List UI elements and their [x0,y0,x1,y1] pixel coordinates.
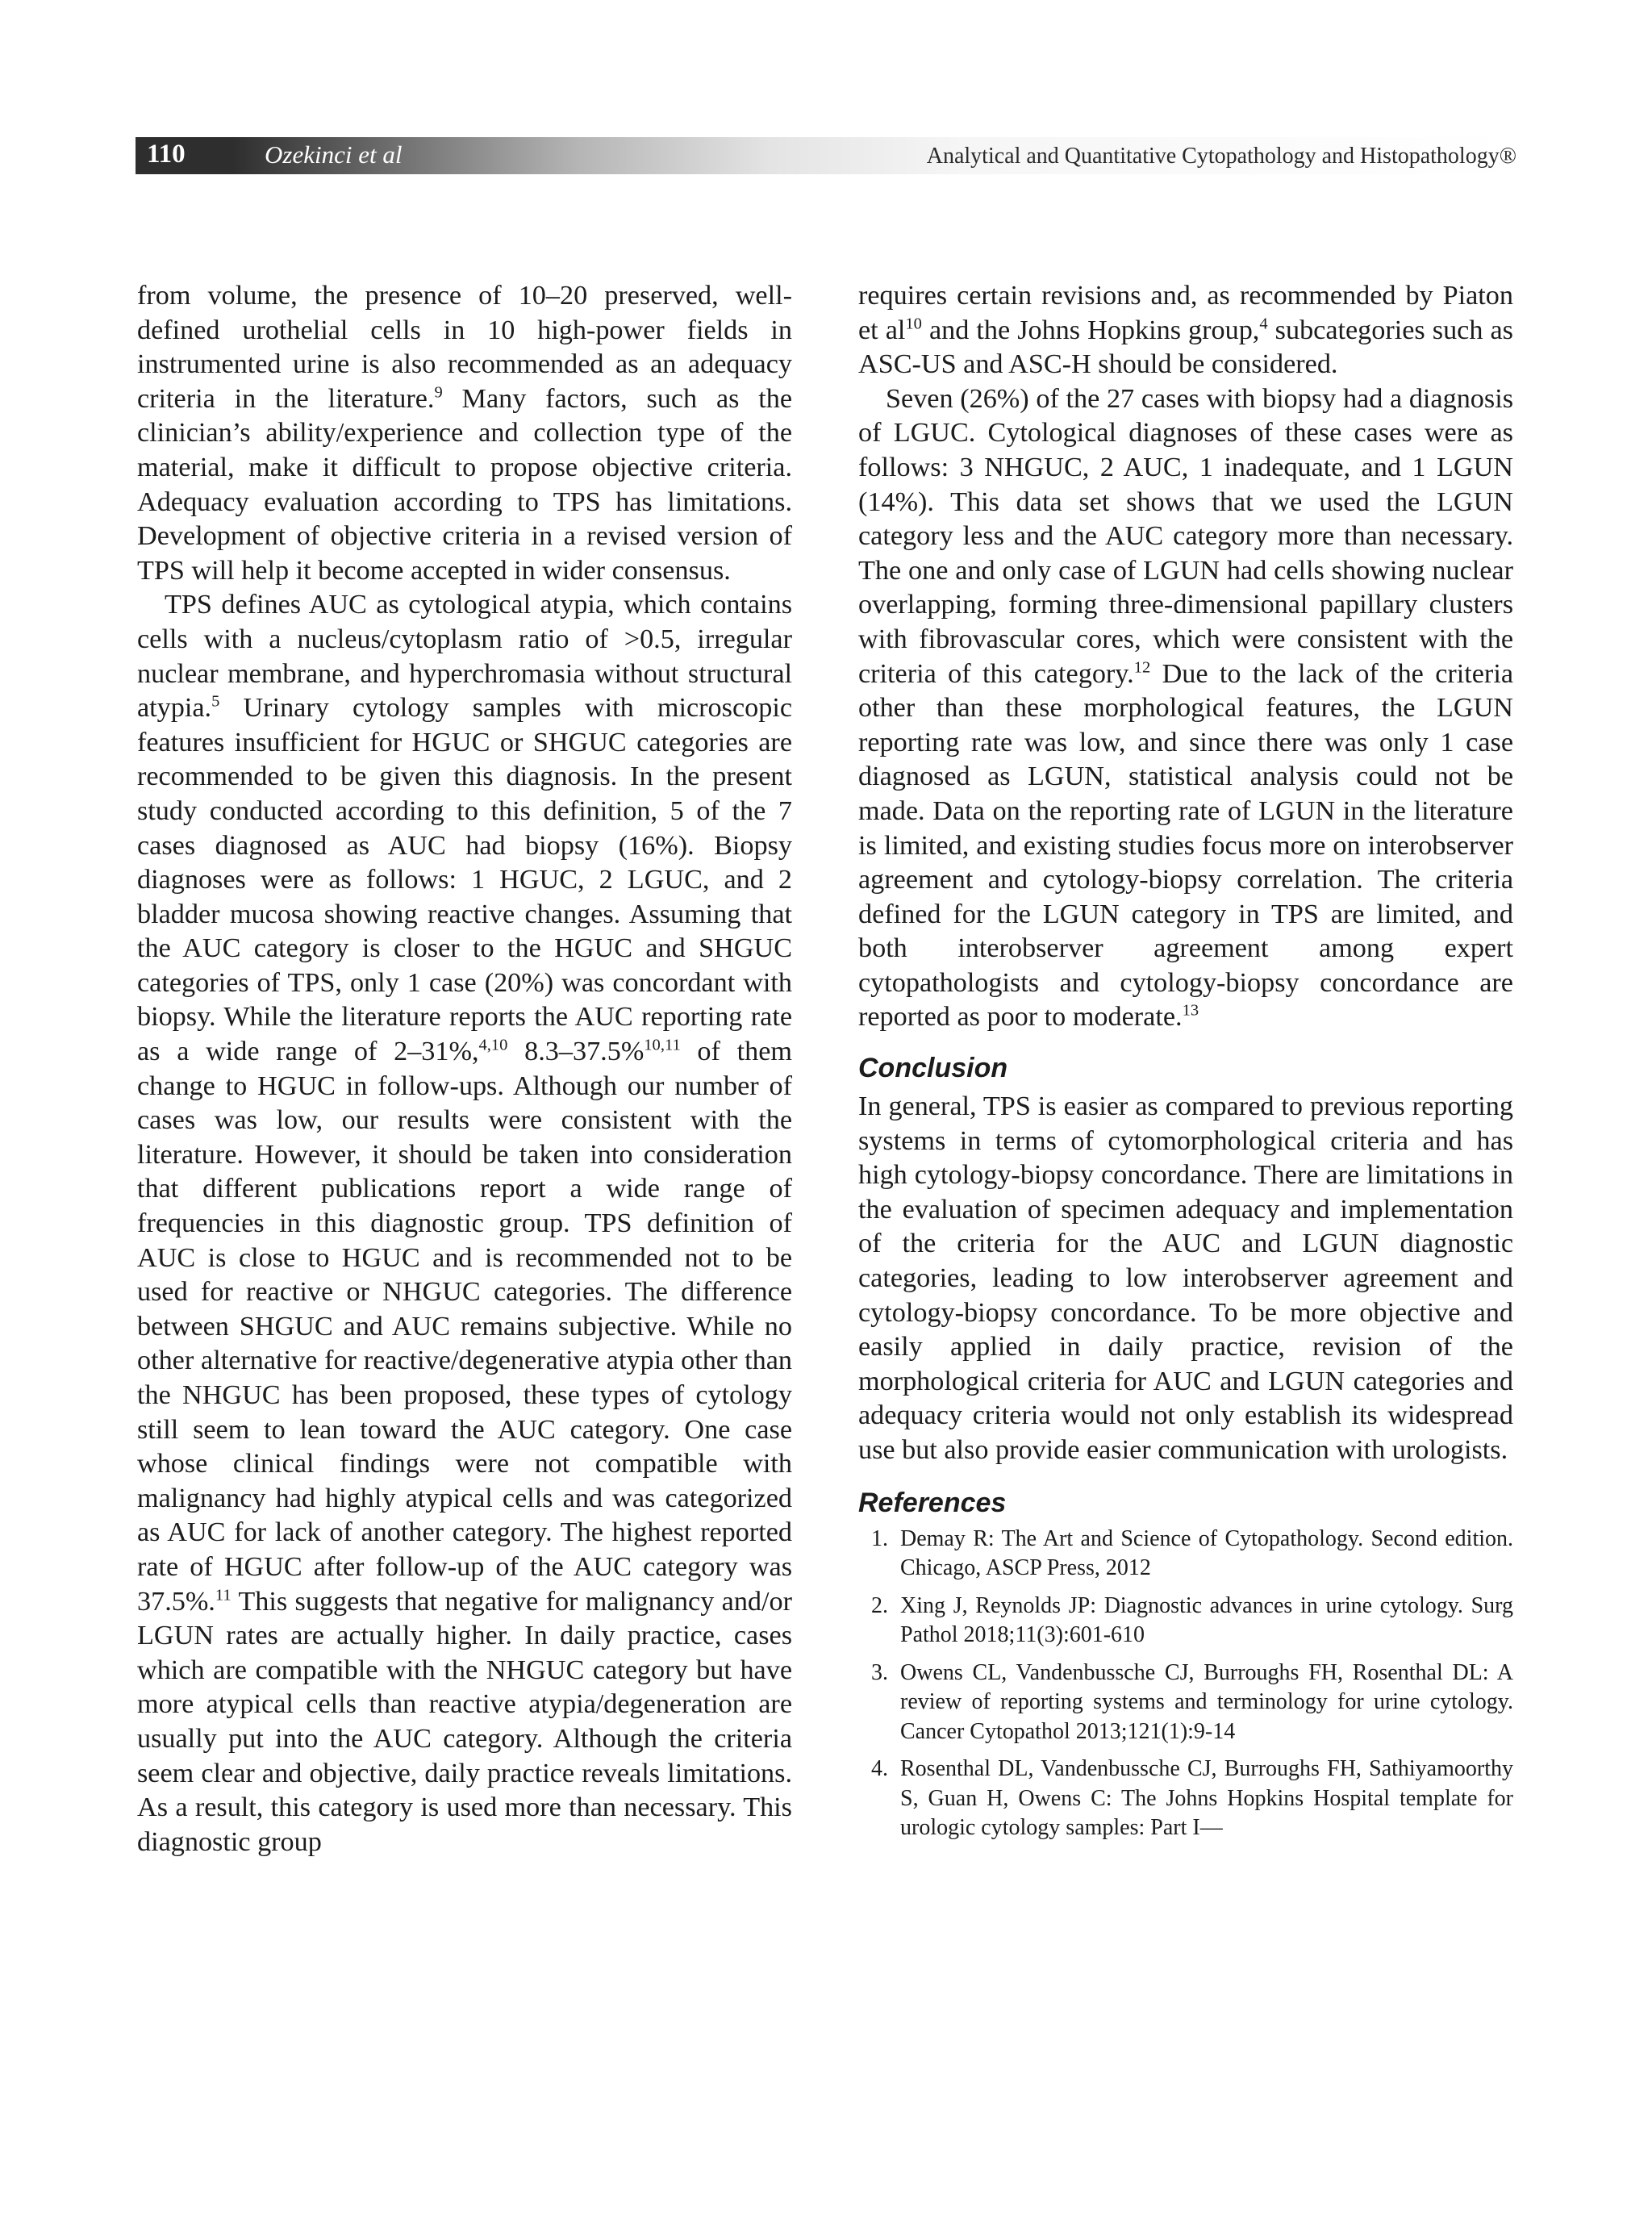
conclusion-heading: Conclusion [858,1053,1008,1084]
paragraph-auc: TPS defines AUC as cytological atypia, which contains cells with a nucleus/cytoplasm ratio of >0.5, irregular nuclear membrane, and hyperchromasia without structural atypia.$^5$ Urinary cytology samples with microscopic features insufficient for HGUC or SHGUC categories are recommended to be given this diagnosis. In the present study conducted according to this definition, 5 of the 7 cases diagnosed as AUC had biopsy (16%). Biopsy diagnoses were as follows: 1 HGUC, 2 LGUC, and 2 bladder mucosa showing reactive changes. Assuming that the AUC category is closer to the HGUC and SHGUC categories of TPS, only 1 case (20%) was concordant with biopsy. While the literature reports the AUC reporting rate as a wide range of 2–31%,$^{4,10}$ 8.3–37.5%$^{10,11}$ of them change to HGUC in follow-ups. Although our number of cases was low, our results were consistent with the literature. However, it should be taken into consideration that different publications report a wide range of frequencies in this diagnostic group. TPS definition of AUC is close to HGUC and is recommended not to be used for reactive or NHGUC categories. The difference between SHGUC and AUC remains subjective. While no other alternative for reactive/degenerative atypia other than the NHGUC has been proposed, these types of cytology still seem to lean toward the AUC category. One case whose clinical findings were not compatible with malignancy had highly atypical cells and was categorized as AUC for lack of another category. The highest reported rate of HGUC after follow-up of the AUC category was 37.5%.$^{11}$ This suggests that negative for malignancy and/or LGUN rates are actually higher. In daily practice, cases which are compatible with the NHGUC category but have more atypical cells than reactive atypia/degeneration are usually put into the AUC category. Although the criteria seem clear and objective, daily practice reveals limitations. As a result, this category is used more than necessary. This diagnostic group [137,590,792,1857]
citation: 10,11 [644,1036,681,1054]
citation: 12 [1133,657,1151,676]
reference-item: 1. Demay R: The Art and Science of Cytopathology. Second edition. Chicago, ASCP Press, 2012 [871,1525,1513,1581]
journal-title: Analytical and Quantitative Cytopathology and Histopathology® [926,144,1516,169]
conclusion-paragraph: In general, TPS is easier as compared to previous reporting systems in terms of cytomorphological criteria and has high cytology-biopsy concordance. There are limitations in the evaluation of specimen adequacy and implementation of the criteria for the AUC and LGUN diagnostic categories, leading to low interobserver agreement and cytology-biopsy concordance. To be more objective and easily applied in daily practice, revision of the morphological criteria for AUC and LGUN categories and adequacy criteria would not only establish its widespread use but also provide easier communication with urologists. [858,1091,1513,1465]
left-column [137,279,792,1859]
citation: 11 [215,1585,232,1604]
citation: 13 [1182,1001,1199,1020]
paragraph-lguc: Seven (26%) of the 27 cases with biopsy had a diagnosis of LGUC. Cytological diagnoses of these cases were as follows: 3 NHGUC, 2 AUC, 1 inadequate, and 1 LGUN (14%). This data set shows that we used the LGUN category less and the AUC category more than necessary. The one and only case of LGUN had cells showing nuclear overlapping, forming three-dimensional papillary clusters with fibrovascular cores, which were consistent with the criteria of this category.$^{12}$ Due to the lack of the criteria other than these morphological features, the LGUN reporting rate was low, and since there was only 1 case diagnosed as LGUN, statistical analysis could not be made. Data on the reporting rate of LGUN in the literature is limited, and existing studies focus more on interobserver agreement and cytology-biopsy correlation. The criteria defined for the LGUN category in TPS are limited, and both interobserver agreement among expert cytopathologists and cytology-biopsy concordance are reported as poor to moderate.$^{13}$ [858,383,1513,1033]
citation: 9 [434,383,443,402]
citation: 4,10 [478,1036,508,1054]
reference-item: 2. Xing J, Reynolds JP: Diagnostic advances in urine cytology. Surg Pathol 2018;11(3):601-610 [871,1592,1513,1648]
citation: 5 [211,692,220,711]
paragraph-revisions: requires certain revisions and, as recommended by Piaton et $al^{10}$ and the Johns Hopkins group,$^4$ subcategories such as ASC-US and ASC-H should be considered. [858,281,1513,380]
citation: 10 [905,314,922,332]
running-header [136,137,1516,174]
citation: 4 [1259,314,1268,332]
reference-item: 3. Owens CL, Vandenbussche CJ, Burroughs FH, Rosenthal DL: A review of reporting systems and terminology for urine cytology. Cancer Cytopathol 2013;121(1):9-14 [871,1659,1513,1744]
reference-item: 4. Rosenthal DL, Vandenbussche CJ, Burroughs FH, Sathiyamoorthy S, Guan H, Owens C: The Johns Hopkins Hospital template for urologic cytology samples: Part I— [871,1756,1513,1841]
page-number: 110 [147,140,186,169]
right-column [858,279,1513,1851]
running-author: Ozekinci et al [265,140,403,169]
references-list [858,1525,1513,1843]
references-heading: References [858,1487,1007,1518]
paragraph-adequacy: from volume, the presence of 10–20 preserved, well-defined urothelial cells in 10 high-power fields in instrumented urine is also recommended as an adequacy criteria in the literature.$^9$ Many factors, such as the clinician’s ability/experience and collection type of the material, make it difficult to propose objective criteria. Adequacy evaluation according to TPS has limitations. Development of objective criteria in a revised version of TPS will help it become accepted in wider consensus. [137,281,792,586]
